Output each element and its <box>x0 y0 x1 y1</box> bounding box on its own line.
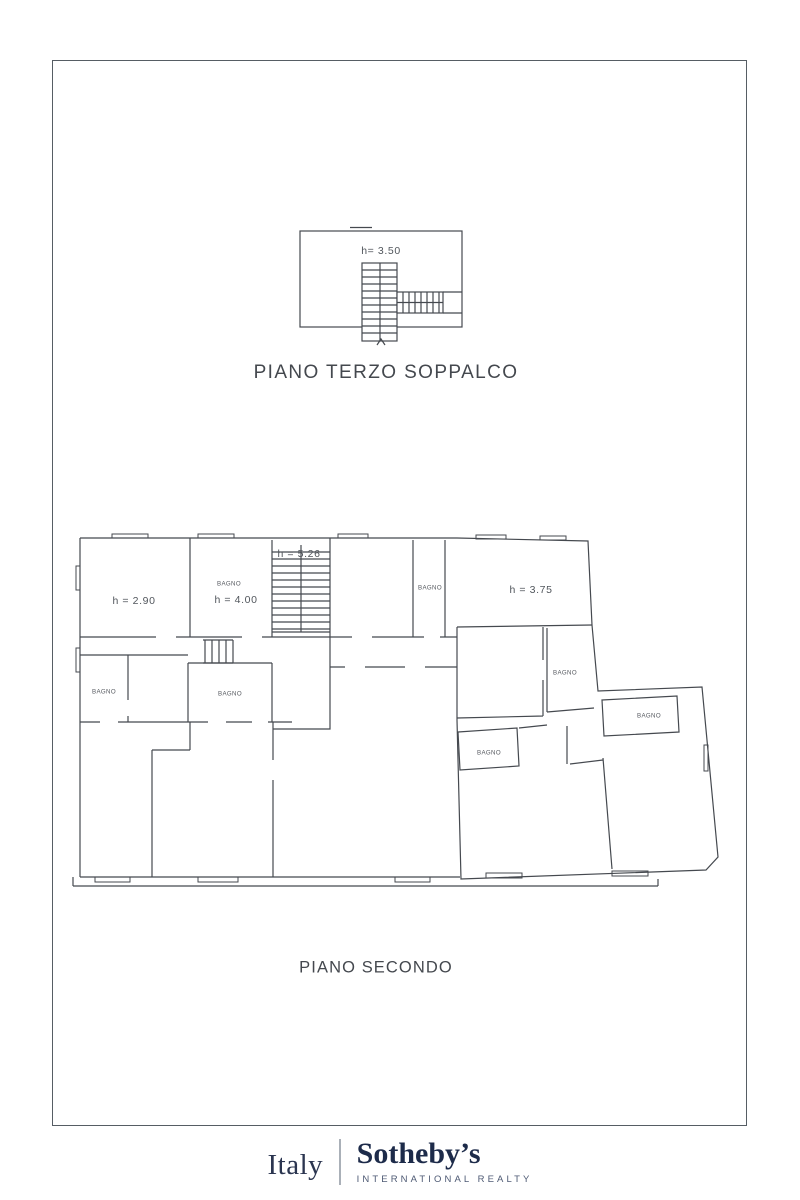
footer-branding <box>0 1132 800 1192</box>
height-label: h = 4.00 <box>214 594 258 606</box>
footer-brand-tagline: INTERNATIONAL REALTY <box>356 1174 533 1185</box>
room-label: BAGNO <box>552 669 578 677</box>
footer-brand-block <box>341 1139 533 1185</box>
room-label: BAGNO <box>636 712 662 720</box>
height-label: h = 2.90 <box>112 595 156 607</box>
floor-plan-piano-terzo <box>300 228 462 346</box>
caption-piano-terzo-soppalco: PIANO TERZO SOPPALCO <box>253 362 519 383</box>
height-label: h = 5.26 <box>277 548 321 560</box>
room-label: BAGNO <box>217 690 243 698</box>
room-label: BAGNO <box>216 580 242 588</box>
height-label: h = 3.75 <box>509 584 553 596</box>
footer-brand-name: Sotheby’s <box>356 1137 481 1170</box>
room-label: BAGNO <box>417 584 443 592</box>
height-label: h= 3.50 <box>361 245 401 257</box>
room-label: BAGNO <box>476 749 502 757</box>
floor-plan-piano-secondo <box>73 534 718 886</box>
room-label: BAGNO <box>91 688 117 696</box>
caption-piano-secondo: PIANO SECONDO <box>299 958 453 977</box>
footer-country-label: Italy <box>267 1148 324 1181</box>
